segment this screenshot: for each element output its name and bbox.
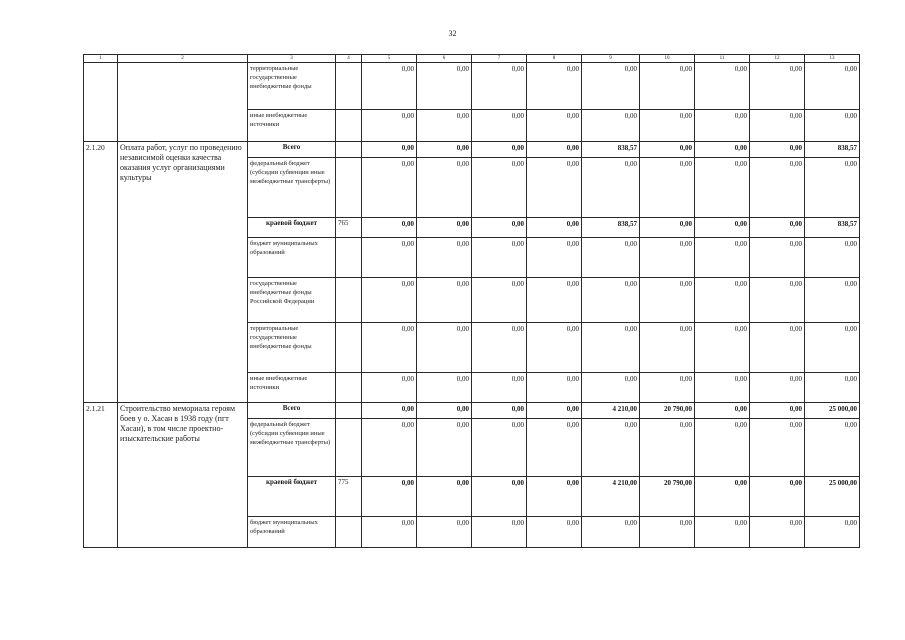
amount-cell: 0,00 [640,517,695,548]
amount-cell: 0,00 [805,278,860,323]
funding-source: федеральный бюджет (субсидии субвенции иные межбюджетные трансферты) [248,158,336,218]
amount-cell: 0,00 [527,477,582,517]
amount-cell: 0,00 [527,373,582,403]
amount-cell: 0,00 [695,323,750,373]
amount-cell: 4 210,00 [582,477,640,517]
amount-cell: 0,00 [417,419,472,477]
funding-source: иные внебюджетные источники [248,110,336,142]
amount-cell: 0,00 [695,419,750,477]
item-code [84,63,118,142]
funding-source: федеральный бюджет (субсидии субвенции иные межбюджетные трансферты) [248,419,336,477]
amount-cell: 0,00 [417,63,472,110]
amount-cell: 0,00 [362,278,417,323]
amount-cell: 0,00 [695,142,750,158]
amount-cell: 0,00 [805,517,860,548]
amount-cell: 0,00 [805,110,860,142]
amount-cell: 0,00 [362,477,417,517]
amount-cell: 0,00 [582,373,640,403]
amount-cell: 0,00 [362,218,417,238]
amount-cell: 0,00 [472,323,527,373]
column-number-cell: 1 [84,55,118,63]
amount-cell: 0,00 [695,110,750,142]
funding-source: бюджет муниципальных образований [248,238,336,278]
amount-cell: 0,00 [582,517,640,548]
column-number-row [84,55,860,63]
amount-cell: 0,00 [417,373,472,403]
column-number-cell: 7 [472,55,527,63]
category-code: 765 [336,218,362,238]
category-code: 775 [336,477,362,517]
amount-cell: 0,00 [362,517,417,548]
amount-cell: 0,00 [417,158,472,218]
amount-cell: 0,00 [695,218,750,238]
item-name: Строительство мемориала героям боев у о. Хасан в 1938 году (пгт Хасан), в том числе проектно-изыскательские работы [118,403,248,548]
table-row [84,142,860,158]
amount-cell: 0,00 [362,142,417,158]
category-code [336,323,362,373]
funding-source: территориальные государственные внебюджетные фонды [248,63,336,110]
amount-cell: 0,00 [640,323,695,373]
amount-cell: 0,00 [640,110,695,142]
amount-cell: 20 790,00 [640,477,695,517]
amount-cell: 0,00 [695,403,750,419]
category-code [336,278,362,323]
column-number-cell: 13 [805,55,860,63]
funding-source: Всего [248,403,336,419]
amount-cell: 0,00 [527,63,582,110]
amount-cell: 0,00 [362,238,417,278]
amount-cell: 0,00 [527,110,582,142]
amount-cell: 0,00 [640,238,695,278]
amount-cell: 0,00 [750,517,805,548]
amount-cell: 0,00 [417,110,472,142]
amount-cell: 0,00 [472,419,527,477]
column-number-cell: 6 [417,55,472,63]
amount-cell: 0,00 [362,158,417,218]
amount-cell: 0,00 [472,63,527,110]
column-number-cell: 12 [750,55,805,63]
funding-source: краевой бюджет [248,218,336,238]
category-code [336,419,362,477]
amount-cell: 0,00 [695,238,750,278]
amount-cell: 0,00 [750,323,805,373]
amount-cell: 0,00 [750,403,805,419]
amount-cell: 0,00 [417,477,472,517]
amount-cell: 0,00 [472,238,527,278]
amount-cell: 0,00 [527,218,582,238]
amount-cell: 0,00 [582,110,640,142]
amount-cell: 25 000,00 [805,477,860,517]
amount-cell: 4 210,00 [582,403,640,419]
amount-cell: 0,00 [527,419,582,477]
amount-cell: 0,00 [640,158,695,218]
amount-cell: 0,00 [695,158,750,218]
amount-cell: 0,00 [750,63,805,110]
amount-cell: 0,00 [750,278,805,323]
amount-cell: 0,00 [750,238,805,278]
amount-cell: 0,00 [805,323,860,373]
amount-cell: 838,57 [582,218,640,238]
amount-cell: 0,00 [695,517,750,548]
amount-cell: 25 000,00 [805,403,860,419]
amount-cell: 0,00 [640,63,695,110]
amount-cell: 0,00 [527,278,582,323]
amount-cell: 0,00 [527,323,582,373]
amount-cell: 0,00 [805,373,860,403]
amount-cell: 0,00 [472,373,527,403]
amount-cell: 0,00 [805,238,860,278]
amount-cell: 0,00 [640,278,695,323]
category-code [336,403,362,419]
column-number-cell: 5 [362,55,417,63]
amount-cell: 0,00 [527,517,582,548]
amount-cell: 0,00 [472,158,527,218]
amount-cell: 0,00 [527,403,582,419]
table-row [84,403,860,419]
amount-cell: 0,00 [417,323,472,373]
category-code [336,63,362,110]
amount-cell: 0,00 [362,63,417,110]
amount-cell: 0,00 [362,403,417,419]
amount-cell: 0,00 [472,403,527,419]
amount-cell: 0,00 [527,158,582,218]
amount-cell: 0,00 [417,142,472,158]
amount-cell: 0,00 [695,477,750,517]
amount-cell: 0,00 [582,158,640,218]
amount-cell: 0,00 [640,373,695,403]
amount-cell: 0,00 [750,142,805,158]
amount-cell: 0,00 [750,158,805,218]
item-name [118,63,248,142]
amount-cell: 0,00 [640,419,695,477]
category-code [336,142,362,158]
amount-cell: 0,00 [362,323,417,373]
funding-source: государственные внебюджетные фонды Российской Федерации [248,278,336,323]
amount-cell: 0,00 [582,323,640,373]
budget-table [83,54,860,548]
amount-cell: 0,00 [362,419,417,477]
amount-cell: 0,00 [750,218,805,238]
amount-cell: 0,00 [640,218,695,238]
amount-cell: 0,00 [750,477,805,517]
table-row [84,63,860,110]
funding-source: бюджет муниципальных образований [248,517,336,548]
table-body [84,55,860,548]
amount-cell: 0,00 [582,238,640,278]
amount-cell: 0,00 [417,517,472,548]
page-number: 32 [448,29,457,38]
amount-cell: 0,00 [472,477,527,517]
funding-source: иные внебюджетные источники [248,373,336,403]
amount-cell: 0,00 [805,419,860,477]
amount-cell: 0,00 [417,278,472,323]
amount-cell: 0,00 [805,158,860,218]
category-code [336,158,362,218]
column-number-cell: 3 [248,55,336,63]
amount-cell: 0,00 [472,142,527,158]
amount-cell: 0,00 [472,110,527,142]
amount-cell: 0,00 [750,110,805,142]
amount-cell: 0,00 [527,238,582,278]
amount-cell: 0,00 [750,419,805,477]
amount-cell: 838,57 [805,142,860,158]
amount-cell: 0,00 [805,63,860,110]
column-number-cell: 9 [582,55,640,63]
category-code [336,373,362,403]
amount-cell: 0,00 [582,63,640,110]
amount-cell: 0,00 [472,218,527,238]
amount-cell: 0,00 [750,373,805,403]
column-number-cell: 10 [640,55,695,63]
funding-source: Всего [248,142,336,158]
amount-cell: 0,00 [472,517,527,548]
item-name: Оплата работ, услуг по проведению независимой оценки качества оказания услуг организациями культуры [118,142,248,403]
amount-cell: 0,00 [362,373,417,403]
funding-source: краевой бюджет [248,477,336,517]
category-code [336,238,362,278]
amount-cell: 0,00 [582,419,640,477]
amount-cell: 0,00 [695,373,750,403]
amount-cell: 838,57 [805,218,860,238]
item-code: 2.1.21 [84,403,118,548]
amount-cell: 0,00 [417,403,472,419]
column-number-cell: 8 [527,55,582,63]
category-code [336,110,362,142]
amount-cell: 0,00 [417,238,472,278]
amount-cell: 0,00 [695,278,750,323]
column-number-cell: 11 [695,55,750,63]
amount-cell: 0,00 [582,278,640,323]
amount-cell: 0,00 [362,110,417,142]
amount-cell: 20 790,00 [640,403,695,419]
funding-source: территориальные государственные внебюджетные фонды [248,323,336,373]
amount-cell: 0,00 [695,63,750,110]
column-number-cell: 4 [336,55,362,63]
amount-cell: 0,00 [417,218,472,238]
column-number-cell: 2 [118,55,248,63]
amount-cell: 0,00 [472,278,527,323]
amount-cell: 838,57 [582,142,640,158]
amount-cell: 0,00 [640,142,695,158]
item-code: 2.1.20 [84,142,118,403]
category-code [336,517,362,548]
amount-cell: 0,00 [527,142,582,158]
